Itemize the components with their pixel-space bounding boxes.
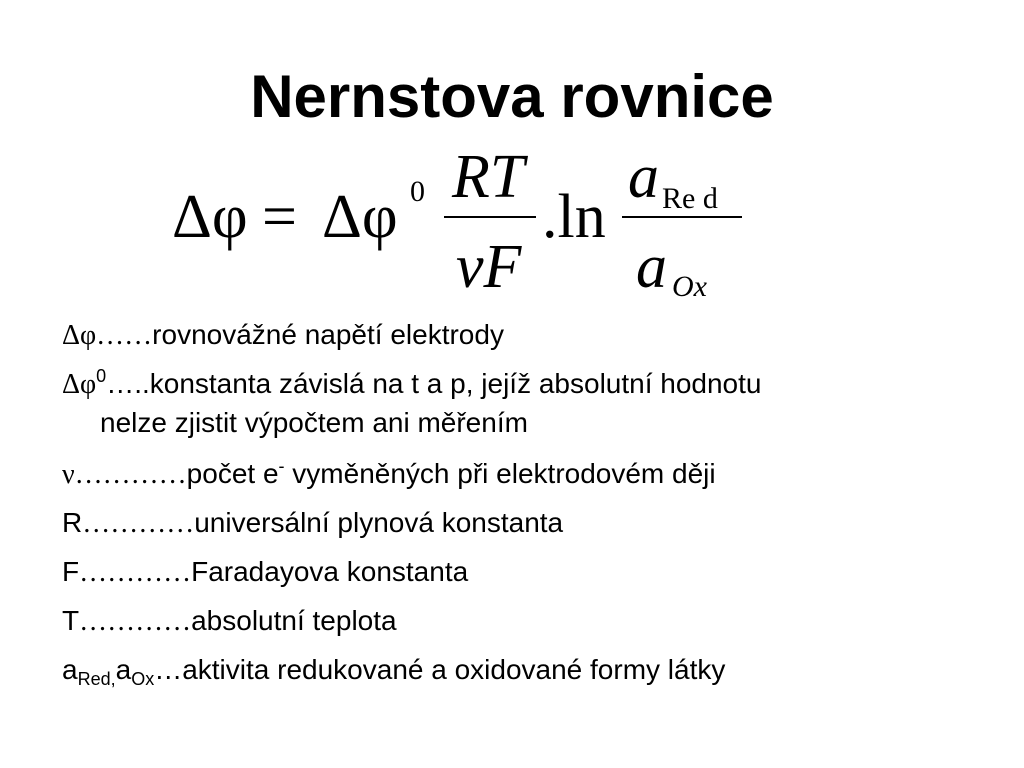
def-text: aktivita redukované a oxidované formy látky	[182, 654, 726, 685]
definition-activities	[62, 653, 726, 689]
eq-equals-sign: =	[262, 183, 297, 251]
eq-fraction-bar-1	[444, 216, 536, 218]
eq-activity-red: a	[628, 143, 659, 211]
definition-f	[62, 555, 468, 589]
definition-delta-phi-zero-continuation: nelze zjistit výpočtem ani měřením	[100, 407, 528, 438]
def-superscript: -	[278, 456, 285, 476]
def-symbol: F	[62, 556, 80, 587]
def-symbol: a	[62, 654, 78, 685]
def-symbol: Δφ	[62, 320, 97, 351]
def-symbol-2: a	[115, 654, 132, 685]
def-dots: …	[154, 654, 183, 685]
def-dots: …..	[106, 368, 150, 399]
def-dots: ……	[96, 320, 153, 351]
def-symbol: Δφ	[62, 369, 97, 400]
def-dots: …………	[79, 606, 192, 637]
def-symbol: R	[62, 507, 83, 538]
eq-subscript-red: Re d	[662, 182, 718, 215]
eq-lhs-delta-phi: Δφ	[172, 183, 248, 251]
def-text: Faradayova konstanta	[191, 556, 469, 587]
eq-superscript-zero: 0	[410, 175, 425, 208]
eq-numerator-rt: RT	[452, 143, 525, 211]
def-text: absolutní teplota	[191, 605, 397, 636]
definition-delta-phi	[62, 318, 504, 352]
eq-fraction-bar-2	[622, 216, 742, 218]
eq-dot-ln: .ln	[542, 183, 606, 251]
slide-title: Nernstova rovnice	[250, 63, 774, 130]
def-dots: …………	[74, 459, 187, 490]
nernst-equation	[0, 0, 1024, 310]
def-subscript-red: Red,	[77, 669, 116, 689]
def-dots: …………	[79, 557, 192, 588]
def-superscript: 0	[96, 366, 107, 386]
eq-denominator-vf: νF	[456, 233, 522, 301]
definition-nu	[62, 457, 716, 491]
def-symbol: T	[62, 605, 80, 636]
definition-t	[62, 604, 397, 638]
def-subscript-ox: Ox	[131, 669, 155, 689]
def-dots: …………	[82, 508, 195, 539]
def-text: rovnovážné napětí elektrody	[152, 319, 504, 350]
definition-r	[62, 506, 563, 540]
def-text: universální plynová konstanta	[194, 507, 564, 538]
def-text-after: vyměněných při elektrodovém ději	[284, 458, 716, 489]
eq-activity-ox: a	[636, 233, 667, 301]
eq-delta-phi-zero: Δφ	[322, 183, 398, 251]
eq-subscript-ox: Ox	[672, 270, 707, 303]
definition-delta-phi-zero	[62, 367, 761, 401]
def-symbol: ν	[62, 459, 75, 490]
def-text: konstanta závislá na t a p, jejíž absolutní hodnotu	[149, 368, 762, 399]
def-text-before: počet e	[186, 458, 279, 489]
